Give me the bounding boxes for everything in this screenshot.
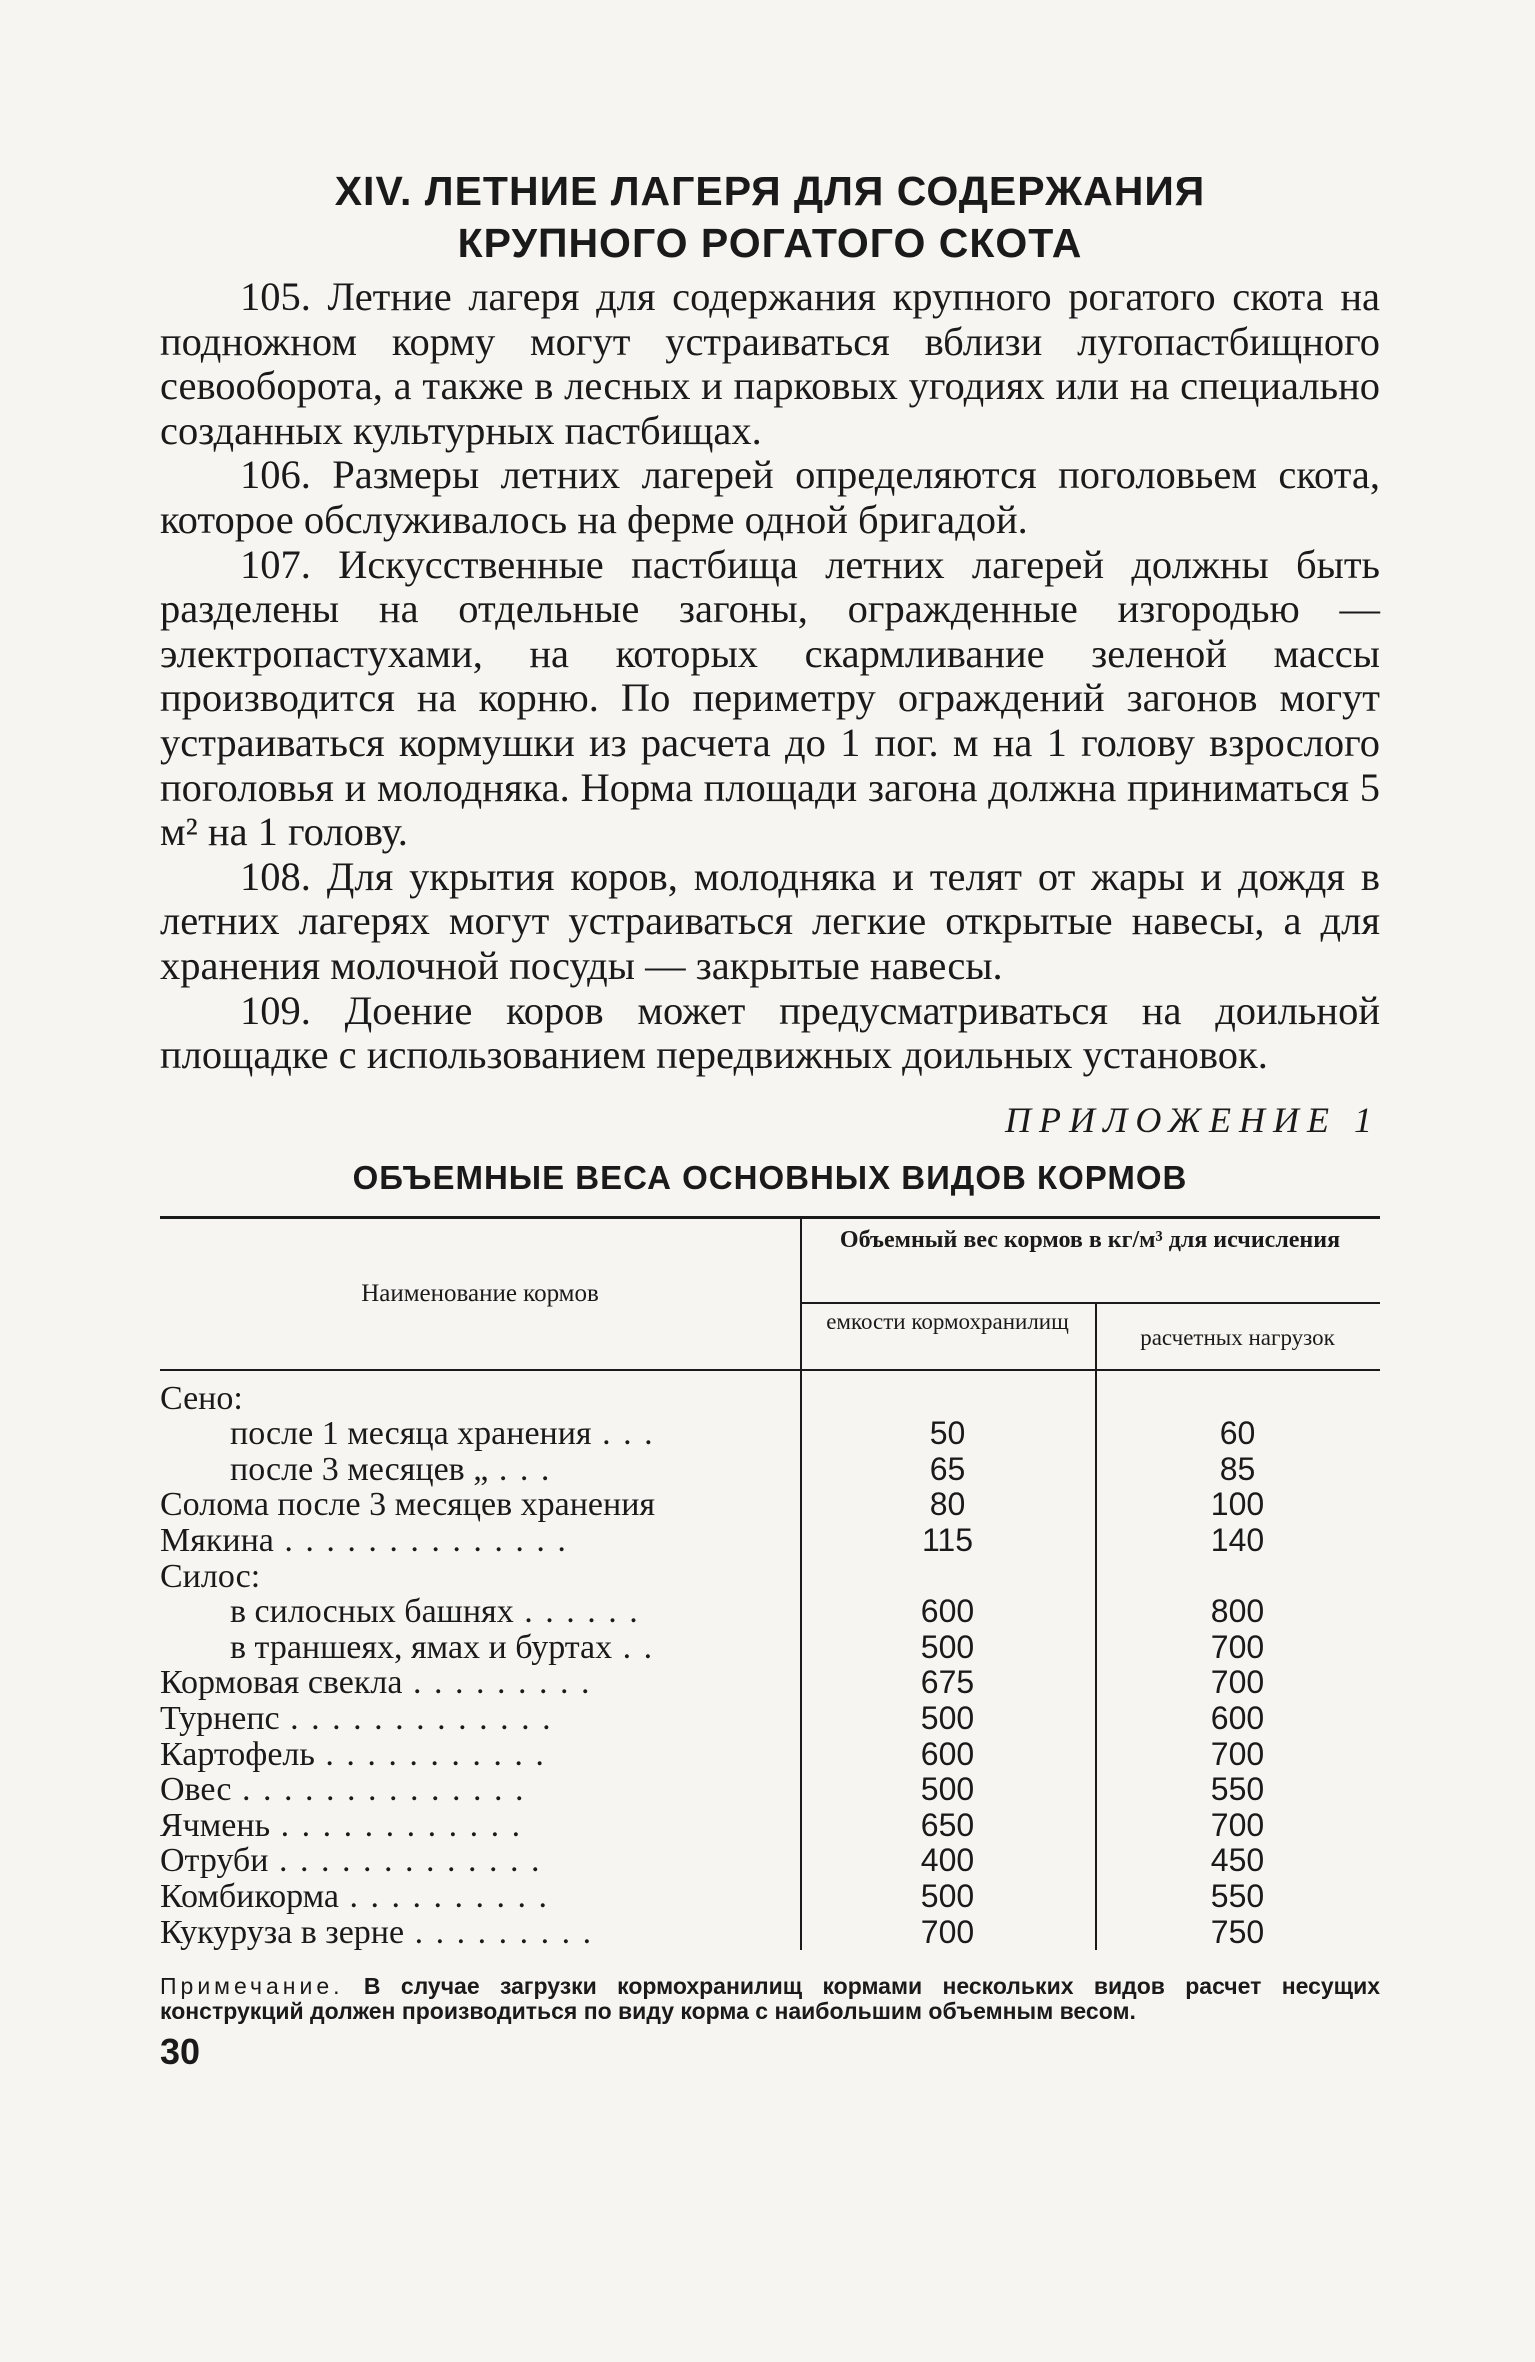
- feed-name: Отруби . . . . . . . . . . . . .: [160, 1843, 542, 1879]
- feed-name: после 3 месяцев „ . . .: [230, 1451, 552, 1488]
- design-load-value: 85: [1219, 1450, 1256, 1487]
- design-load-value: 550: [1210, 1878, 1265, 1914]
- storage-capacity-value: 600: [920, 1593, 975, 1630]
- feed-name: Овес . . . . . . . . . . . . . .: [160, 1772, 526, 1808]
- feed-name: Комбикорма . . . . . . . . . .: [160, 1879, 549, 1915]
- table-row: [160, 1879, 1380, 1915]
- chapter-title: XIV. ЛЕТНИЕ ЛАГЕРЯ ДЛЯ СОДЕРЖАНИЯ КРУПНОГО РОГАТОГО СКОТА: [334, 168, 1206, 266]
- storage-capacity-value: 500: [920, 1771, 975, 1808]
- paragraph-108: 108. Для укрытия коров, молодняка и телят от жары и дождя в летних лагерях могут устраиваться легкие открытые навесы, а для хранения молочной посуды — закрытые навесы.: [160, 853, 1380, 988]
- table-row: [160, 1630, 1380, 1666]
- feed-name: Солома после 3 месяцев хранения: [160, 1487, 656, 1524]
- feed-name: Кормовая свекла . . . . . . . . .: [160, 1665, 592, 1702]
- feed-name: Картофель . . . . . . . . . . .: [160, 1736, 546, 1773]
- leader-dots: . . . . . . . . . .: [339, 1879, 549, 1915]
- table-note: [160, 1974, 1380, 2024]
- design-load-value: 700: [1210, 1735, 1265, 1772]
- table-row: [160, 1737, 1380, 1773]
- feed-weights-table: [160, 1216, 1380, 1951]
- storage-capacity-value: 50: [929, 1415, 966, 1452]
- appendix-title: ОБЪЕМНЫЕ ВЕСА ОСНОВНЫХ ВИДОВ КОРМОВ: [352, 1158, 1188, 1196]
- storage-capacity-value: 65: [929, 1450, 966, 1487]
- header-vline-1: [800, 1219, 802, 1369]
- feed-name: Мякина . . . . . . . . . . . . . .: [160, 1523, 568, 1559]
- appendix-label: ПРИЛОЖЕНИЕ 1: [1005, 1099, 1380, 1140]
- storage-capacity-value: 400: [920, 1842, 975, 1879]
- feed-name: в траншеях, ямах и буртах . .: [230, 1629, 655, 1666]
- design-load-value: 800: [1210, 1593, 1265, 1630]
- design-load-value: 140: [1210, 1522, 1265, 1559]
- table-row: [160, 1808, 1380, 1844]
- feed-name: Кукуруза в зерне . . . . . . . . .: [160, 1914, 594, 1951]
- leader-dots: . . . . . . . . . . . . .: [268, 1843, 542, 1879]
- leader-dots: . . . . . . . . . . .: [314, 1736, 546, 1773]
- paragraph-107: 107. Искусственные пастбища летних лагерей должны быть разделены на отдельные загоны, огражденные изгородью — электропастухами, на которых скармливание зеленой массы производится на корню. По периметру ограждений загонов могут устраиваться кормушки из расчета до 1 пог. м на 1 голову взрослого поголовья и молодняка. Норма площади загона должна приниматься 5 м² на 1 голову.: [160, 541, 1380, 855]
- design-load-value: 60: [1219, 1415, 1256, 1452]
- table-row: [160, 1772, 1380, 1808]
- design-load-value: 700: [1210, 1628, 1265, 1665]
- header-design-loads: расчетных нагрузок: [1140, 1324, 1335, 1350]
- table-row: [160, 1915, 1380, 1951]
- feed-name: Турнепс . . . . . . . . . . . . .: [160, 1701, 553, 1737]
- storage-capacity-value: 500: [920, 1878, 975, 1914]
- design-load-value: 100: [1210, 1486, 1265, 1523]
- design-load-value: 750: [1210, 1913, 1265, 1950]
- feed-name: Сено:: [160, 1380, 243, 1417]
- storage-capacity-value: 650: [920, 1806, 975, 1843]
- body-text: [160, 275, 1380, 1078]
- header-vline-2: [1095, 1302, 1097, 1369]
- feed-name: после 1 месяца хранения . . .: [230, 1416, 655, 1452]
- storage-capacity-value: 500: [920, 1700, 975, 1737]
- header-feed-name: Наименование кормов: [361, 1279, 599, 1307]
- leader-dots: . . .: [488, 1451, 552, 1488]
- table-row: [160, 1594, 1380, 1630]
- paragraph-106: 106. Размеры летних лагерей определяются поголовьем скота, которое обслуживалось на ферме одной бригадой.: [160, 452, 1380, 542]
- book-page: [160, 165, 1380, 2072]
- design-load-value: 550: [1210, 1771, 1265, 1808]
- header-volume-weight: Объемный вес кормов в кг/м³ для исчисления: [839, 1226, 1341, 1253]
- storage-capacity-value: 80: [929, 1486, 966, 1523]
- leader-dots: . . . . . . . . . . . . . .: [273, 1523, 568, 1559]
- feed-name: в силосных башнях . . . . . .: [230, 1594, 640, 1630]
- storage-capacity-value: 700: [920, 1913, 975, 1950]
- leader-dots: . . . . . . . . .: [402, 1665, 592, 1702]
- leader-dots: . . .: [591, 1416, 655, 1452]
- table-row: [160, 1452, 1380, 1488]
- table-header: [160, 1216, 1380, 1371]
- storage-capacity-value: 115: [921, 1522, 973, 1559]
- leader-dots: . . . . . . . . . . . . . .: [231, 1772, 526, 1808]
- header-divider: [800, 1302, 1380, 1304]
- storage-capacity-value: 600: [920, 1735, 975, 1772]
- table-row: [160, 1665, 1380, 1701]
- leader-dots: . .: [612, 1629, 655, 1666]
- design-load-value: 450: [1210, 1842, 1265, 1879]
- storage-capacity-value: 675: [920, 1664, 975, 1701]
- design-load-value: 700: [1210, 1664, 1265, 1701]
- page-number: 30: [160, 2031, 201, 2073]
- table-row: [160, 1843, 1380, 1879]
- table-row: [160, 1416, 1380, 1452]
- design-load-value: 700: [1210, 1806, 1265, 1843]
- feed-name: Ячмень . . . . . . . . . . . .: [160, 1807, 523, 1844]
- note-text: В случае загрузки кормохранилищ кормами нескольких видов расчет несущих конструкций должен производиться по виду корма с наибольшим объемным весом.: [160, 1973, 1381, 2025]
- table-body: [160, 1371, 1380, 1951]
- leader-dots: . . . . . . . . . . . .: [270, 1807, 523, 1844]
- table-row: [160, 1701, 1380, 1737]
- note-label: Примечание.: [160, 1973, 344, 2000]
- leader-dots: . . . . . .: [513, 1594, 640, 1630]
- storage-capacity-value: 500: [920, 1628, 975, 1665]
- table-row: [160, 1381, 1380, 1417]
- paragraph-109: 109. Доение коров может предусматриваться на доильной площадке с использованием передвижных доильных установок.: [160, 987, 1380, 1078]
- table-row: [160, 1487, 1380, 1523]
- table-row: [160, 1523, 1380, 1559]
- table-row: [160, 1559, 1380, 1595]
- paragraph-105: 105. Летние лагеря для содержания крупного рогатого скота на подножном корму могут устраиваться вблизи лугопастбищного севооборота, а также в лесных и парковых угодиях или на специально созданных культурных пастбищах.: [160, 274, 1380, 453]
- header-storage-capacity: емкости кормохранилищ: [826, 1308, 1069, 1334]
- leader-dots: . . . . . . . . . . . . .: [279, 1701, 553, 1737]
- feed-name: Силос:: [160, 1558, 261, 1595]
- leader-dots: . . . . . . . . .: [404, 1914, 594, 1951]
- design-load-value: 600: [1210, 1700, 1265, 1737]
